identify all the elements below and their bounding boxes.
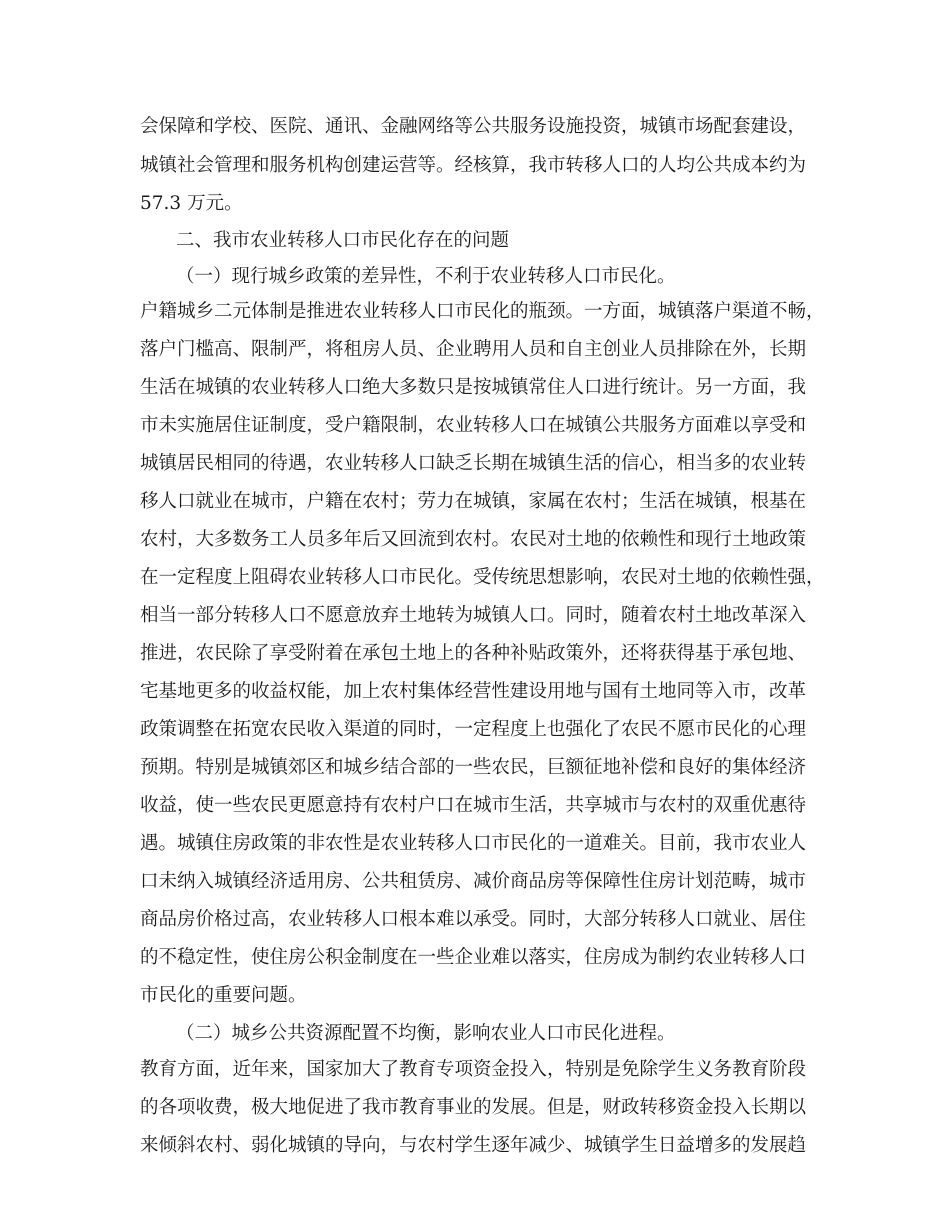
body-text-line: 相当一部分转移人口不愿意放弃土地转为城镇人口。同时，随着农村土地改革深入: [140, 605, 807, 626]
body-text-line: 市未实施居住证制度，受户籍限制，农业转移人口在城镇公共服务方面难以享受和: [140, 415, 807, 436]
body-text-line: 的不稳定性，使住房公积金制度在一些企业难以落实，住房成为制约农业转移人口: [140, 947, 807, 968]
body-text-line: 遇。城镇住房政策的非农性是农业转移人口市民化的一道难关。目前，我市农业人: [140, 833, 807, 854]
body-text-line: 57.3 万元。: [140, 193, 243, 214]
body-text-line: 来倾斜农村、弱化城镇的导向，与农村学生逐年减少、城镇学生日益增多的发展趋: [140, 1135, 807, 1156]
body-text-line: 户籍城乡二元体制是推进农业转移人口市民化的瓶颈。一方面，城镇落户渠道不畅，: [140, 301, 825, 322]
body-text-line: 移人口就业在城市，户籍在农村；劳力在城镇，家属在农村；生活在城镇，根基在: [140, 491, 807, 512]
body-text-line: 预期。特别是城镇郊区和城乡结合部的一些农民，巨额征地补偿和良好的集体经济: [140, 757, 807, 778]
body-text-line: 农村，大多数务工人员多年后又回流到农村。农民对土地的依赖性和现行土地政策: [140, 529, 807, 550]
body-text-line: 政策调整在拓宽农民收入渠道的同时，一定程度上也强化了农民不愿市民化的心理: [140, 719, 807, 740]
body-text-line: 城镇居民相同的待遇，农业转移人口缺乏长期在城镇生活的信心，相当多的农业转: [140, 453, 807, 474]
body-text-line: 宅基地更多的收益权能，加上农村集体经营性建设用地与国有土地同等入市，改革: [140, 681, 807, 702]
subsection-heading: （一）现行城乡政策的差异性，不利于农业转移人口市民化。: [176, 266, 676, 287]
body-text-line: 收益，使一些农民更愿意持有农村户口在城市生活，共享城市与农村的双重优惠待: [140, 795, 807, 816]
body-text-line: 教育方面，近年来，国家加大了教育专项资金投入，特别是免除学生义务教育阶段: [140, 1059, 807, 1080]
section-heading: 二、我市农业转移人口市民化存在的问题: [176, 230, 510, 251]
body-text-line: 市民化的重要问题。: [140, 985, 307, 1006]
body-text-line: 的各项收费，极大地促进了我市教育事业的发展。但是，财政转移资金投入长期以: [140, 1097, 807, 1118]
body-text-line: 落户门槛高、限制严，将租房人员、企业聘用人员和自主创业人员排除在外，长期: [140, 339, 807, 360]
body-text-line: 生活在城镇的农业转移人口绝大多数只是按城镇常住人口进行统计。另一方面，我: [140, 377, 807, 398]
body-text-line: 会保障和学校、医院、通讯、金融网络等公共服务设施投资，城镇市场配套建设，: [140, 116, 807, 137]
subsection-heading: （二）城乡公共资源配置不均衡，影响农业人口市民化进程。: [176, 1023, 676, 1044]
body-text-line: 口未纳入城镇经济适用房、公共租赁房、减价商品房等保障性住房计划范畴，城市: [140, 871, 807, 892]
body-text-line: 在一定程度上阻碍农业转移人口市民化。受传统思想影响，农民对土地的依赖性强，: [140, 567, 825, 588]
body-text-line: 城镇社会管理和服务机构创建运营等。经核算，我市转移人口的人均公共成本约为: [140, 155, 807, 176]
body-text-line: 商品房价格过高，农业转移人口根本难以承受。同时，大部分转移人口就业、居住: [140, 909, 807, 930]
body-text-line: 推进，农民除了享受附着在承包土地上的各种补贴政策外，还将获得基于承包地、: [140, 643, 807, 664]
